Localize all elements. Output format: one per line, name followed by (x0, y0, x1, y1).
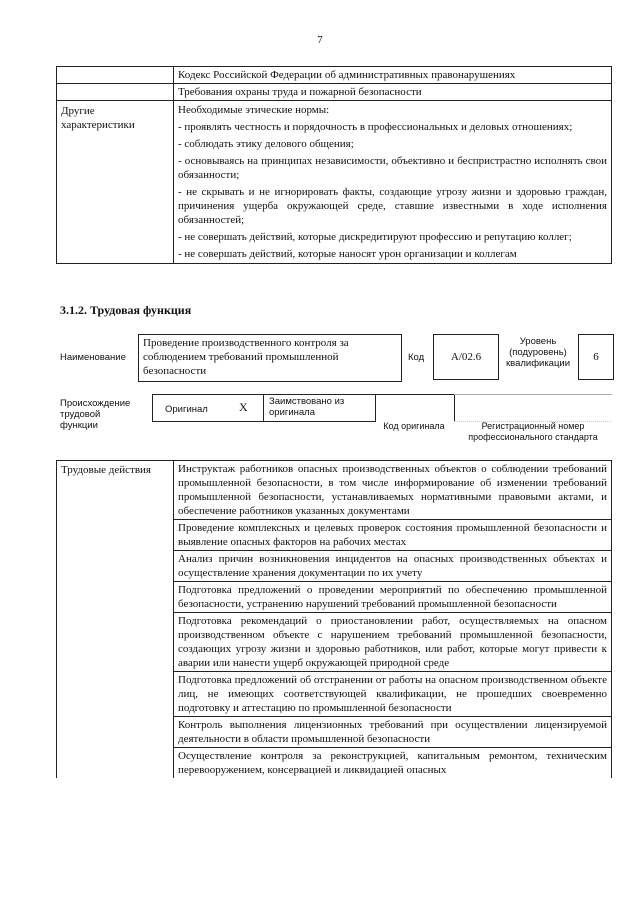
action-item: Подготовка предложений об отстранении от работы на опасном производственном объекте лиц, не имеющих соответствующей квалификации, не прошедших своевременно подготовку и аттестацию по промышленной безопасности (174, 672, 612, 717)
code-orig-label: Код оригинала (383, 421, 445, 431)
reg-label: Регистрационный номер профессионального стандарта (468, 421, 598, 442)
action-item: Осуществление контроля за реконструкцией, капитальным ремонтом, техническим перевооружением, консервацией и ликвидацией опасных (174, 748, 612, 779)
level-value: 6 (578, 334, 614, 380)
empty-label-cell (57, 84, 174, 101)
box-divider (263, 395, 264, 421)
actions-label: Трудовые действия (57, 461, 174, 779)
doc-row-1: Кодекс Российской Федерации об административных правонарушениях (174, 67, 612, 84)
ethics-item: - основываясь на принципах независимости, объективно и беспристрастно исполнять свои обязанности; (178, 155, 607, 181)
ethics-item: - не совершать действий, которые дискредитируют профессию и репутацию коллег; (178, 231, 572, 243)
ethics-item: - не скрывать и не игнорировать факты, создающие угрозу жизни и здоровью граждан, причинения ущерба окружающей среде, ставшие известными в ходе исполнения обязанностей; (178, 186, 607, 226)
section-title: 3.1.2. Трудовая функция (60, 303, 192, 317)
action-item: Анализ причин возникновения инцидентов на опасных производственных объектах и осуществление хранения документации по их учету (174, 551, 612, 582)
ethics-item: - не совершать действий, которые наносят урон организации и коллегам (178, 248, 517, 260)
doc-row-2: Требования охраны труда и пожарной безопасности (174, 84, 612, 101)
code-value: А/02.6 (433, 334, 499, 380)
origin-box (152, 394, 376, 422)
page-number: 7 (317, 34, 323, 46)
ethics-item: - соблюдать этику делового общения; (178, 138, 354, 150)
reg-box (454, 394, 612, 422)
action-item: Проведение комплексных и целевых проверок состояния промышленной безопасности и выявление опасных факторов на рабочих местах (174, 520, 612, 551)
other-content (174, 101, 612, 264)
action-item: Контроль выполнения лицензионных требований при осуществлении лицензируемой деятельности в области промышленной безопасности (174, 717, 612, 748)
empty-label-cell (57, 67, 174, 84)
ethics-item: - проявлять честность и порядочность в профессиональных и деловых отношениях; (178, 121, 573, 133)
other-label: Другие характеристики (57, 101, 174, 264)
level-label: Уровень (подуровень) квалификации (505, 336, 571, 369)
top-table (56, 66, 612, 264)
name-value: Проведение производственного контроля за соблюдением требований промышленной безопасности (138, 334, 402, 382)
code-label: Код (408, 352, 425, 363)
original-label: Оригинал (165, 404, 208, 415)
ethics-item: Необходимые этические нормы: (178, 104, 330, 116)
action-item: Подготовка рекомендаций о приостановлении работ, осуществляемых на опасном производственном объекте с нарушением требований промышленной безопасности, создающих угрозу жизни и здоровью работников, или работ, которые могут привести к аварии или нанести ущерб окружающей природной среде (174, 613, 612, 672)
actions-table (56, 460, 612, 778)
action-item: Инструктаж работников опасных производственных объектов о соблюдении требований промышленной безопасности, в том числе информирование об изменении требований промышленной безопасности, устанавливаемых нормативными правовыми актами, и обеспечение работников указанных документами (174, 461, 612, 520)
action-item: Подготовка предложений о проведении мероприятий по обеспечению промышленной безопасности, устранению нарушений требований промышленной безопасности (174, 582, 612, 613)
code-orig-box (374, 394, 455, 421)
name-label: Наименование (60, 352, 126, 363)
borrowed-label: Заимствовано из оригинала (269, 396, 345, 418)
original-mark: X (239, 400, 248, 414)
origin-label: Происхождение трудовой функции (60, 398, 131, 431)
